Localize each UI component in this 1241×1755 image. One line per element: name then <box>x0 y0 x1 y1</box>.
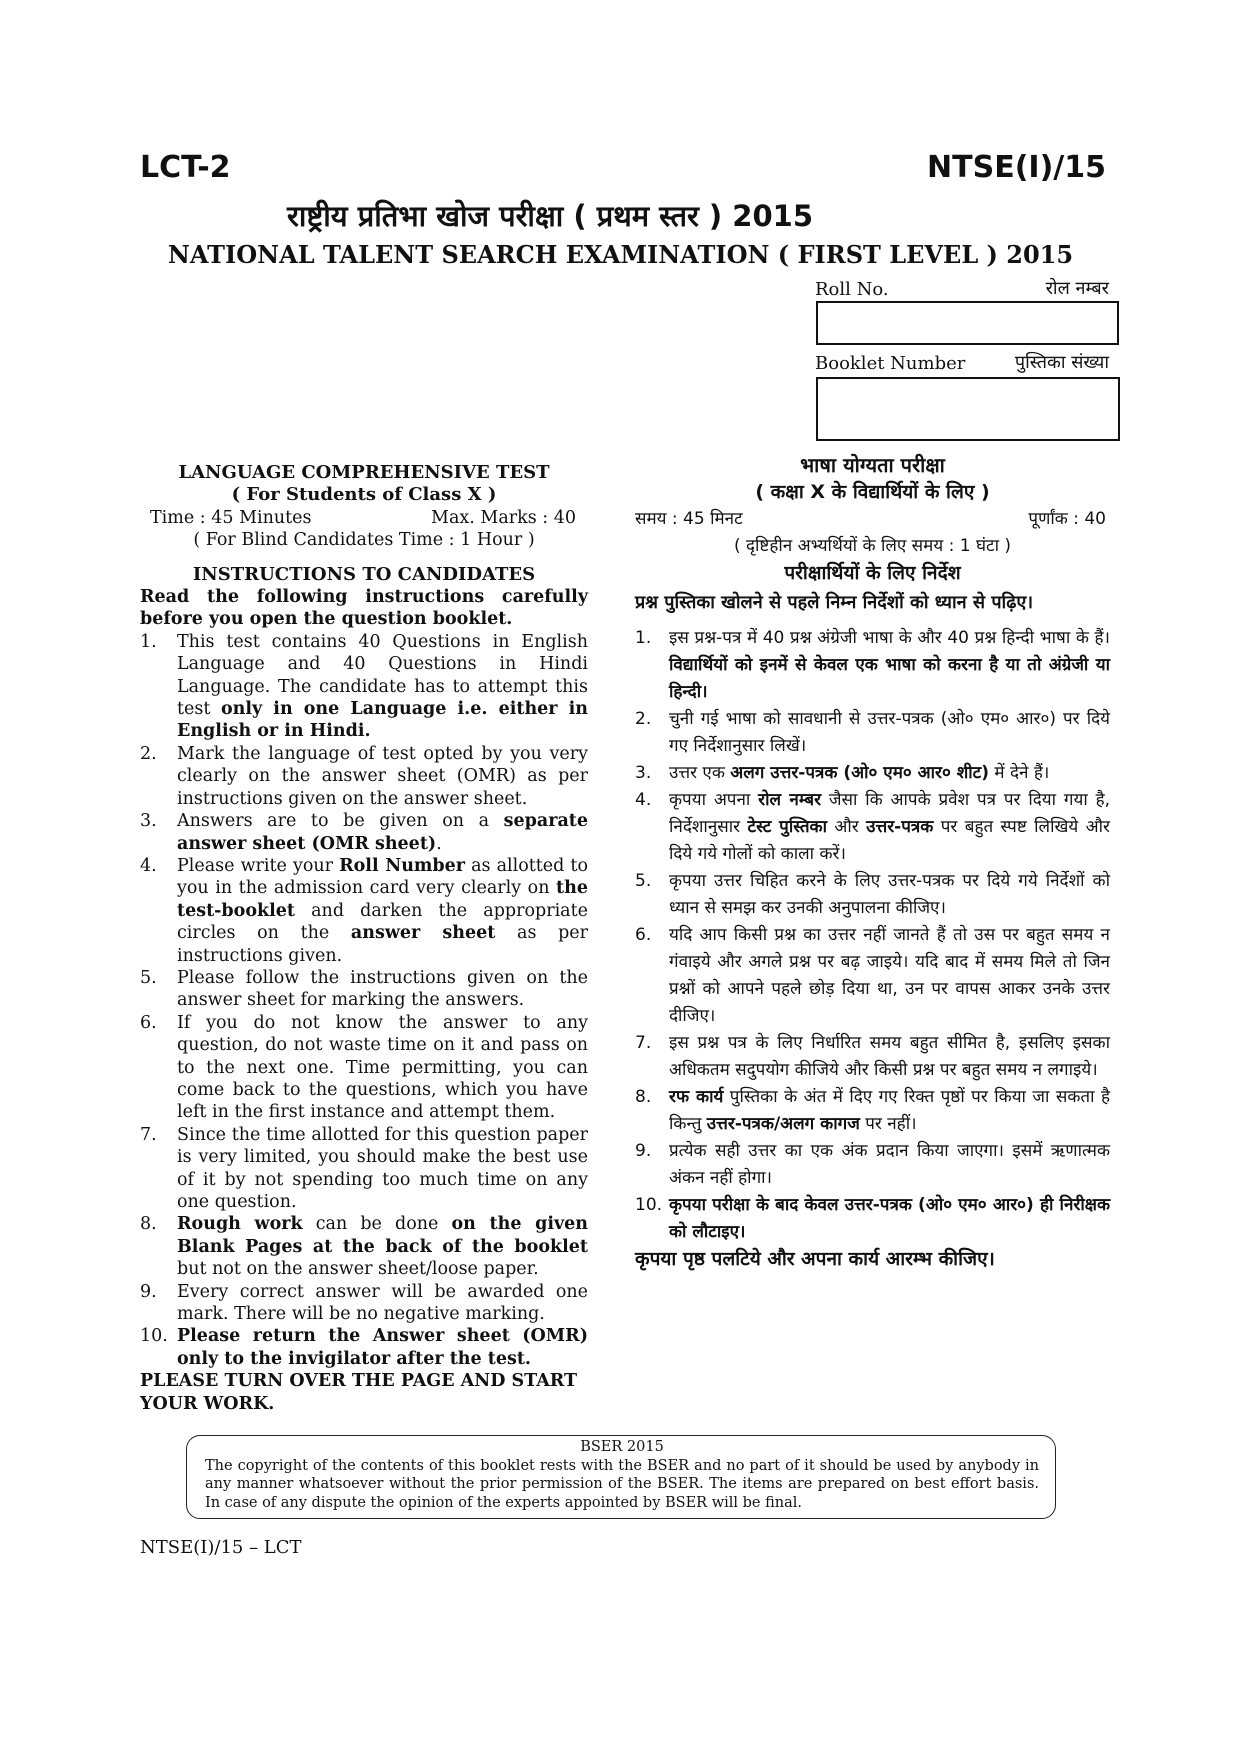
time-en: Time : 45 Minutes <box>150 507 312 528</box>
instruction-text: रफ कार्य <box>669 1087 724 1107</box>
instruction-text: and darken the appropriate circles on the <box>177 900 588 944</box>
instruction-text: चुनी गई भाषा को सावधानी से उत्तर-पत्रक (ओ० एम० आर०) पर दिये गए निर्देशानुसार लिखें। <box>669 709 1110 756</box>
instruction-number: 4. <box>635 790 652 810</box>
roll-number-label-hi: रोल नम्बर <box>1045 278 1109 299</box>
max-marks-hi: पूर्णांक : 40 <box>1028 509 1106 529</box>
instruction-text: टेस्ट पुस्तिका <box>747 817 827 837</box>
instruction-text: उत्तर एक <box>669 763 731 783</box>
instruction-item <box>140 967 588 1012</box>
instruction-text: पर बहुत स्पष्ट लिखिये और दिये गये गोलों को काला करें। <box>669 817 1110 864</box>
copyright-text: The copyright of the contents of this booklet rests with the BSER and no part of it should be used by anybody in any manner whatsoever without the prior permission of the BSER. The items are prepared on best effort basis. In case of any dispute the opinion of the experts appointed by BSER will be final. <box>205 1457 1039 1511</box>
instruction-text: जैसा कि आपके प्रवेश पत्र पर दिया गया है, निर्देशानुसार <box>669 790 1111 837</box>
instruction-number: 9. <box>635 1141 652 1161</box>
footer-paper-code: NTSE(I)/15 – LCT <box>140 1537 302 1558</box>
test-name-en: LANGUAGE COMPREHENSIVE TEST <box>178 462 550 483</box>
instruction-item <box>140 631 588 743</box>
instruction-text: प्रत्येक सही उत्तर का एक अंक प्रदान किया जाएगा। इसमें ऋणात्मक अंकन नहीं होगा। <box>669 1141 1110 1188</box>
instruction-item <box>140 1281 588 1326</box>
instruction-text: If you do not know the answer to any question, do not waste time on it and pass on to the next one. Time permitting, you can come back to the questions, which you have left in the first instance and attempt them. <box>177 1012 588 1123</box>
instruction-text: Mark the language of test opted by you very clearly on the answer sheet (OMR) as per instructions given on the answer sheet. <box>177 743 588 809</box>
title-english: NATIONAL TALENT SEARCH EXAMINATION ( FIRST LEVEL ) 2015 <box>167 240 1074 269</box>
instruction-text: the test-booklet <box>177 878 588 921</box>
instruction-text: Rough work <box>177 1214 303 1235</box>
instruction-item <box>140 743 588 810</box>
instruction-text: पुस्तिका के अंत में दिए गए रिक्त पृष्ठों पर किया जा सकता है किन्तु <box>669 1087 1110 1134</box>
instruction-text: as allotted to you in the admission card very clearly on <box>177 855 588 899</box>
instruction-text: but not on the answer sheet/loose paper. <box>177 1259 539 1280</box>
class-line-en: ( For Students of Class X ) <box>231 484 497 506</box>
instruction-number: 7. <box>635 1033 652 1053</box>
booklet-number-box[interactable] <box>816 377 1120 441</box>
instruction-item <box>635 1030 1110 1084</box>
instruction-text: separate answer sheet (OMR sheet) <box>177 811 588 854</box>
test-name-hi: भाषा योग्यता परीक्षा <box>800 453 945 477</box>
instruction-item <box>140 810 588 855</box>
instruction-text: और <box>827 817 867 837</box>
instruction-number: 5. <box>140 967 157 988</box>
instruction-number: 5. <box>635 871 652 891</box>
instruction-list-hi <box>635 625 1110 1246</box>
instruction-text: यदि आप किसी प्रश्न का उत्तर नहीं जानते हैं तो उस पर बहुत समय न गंवाइये और अगले प्रश्न पर बढ़ जाइये। यदि बाद में समय मिले तो जिन प्रश्नों को आपने पहले छोड़ दिया था, उन पर वापस आकर उनके उत्तर दीजिए। <box>669 925 1110 1026</box>
time-hi: समय : 45 मिनट <box>635 509 743 529</box>
copyright-heading: BSER 2015 <box>580 1439 664 1455</box>
instruction-text: Please write your <box>177 855 340 876</box>
booklet-number-label-en: Booklet Number <box>815 353 966 374</box>
instruction-text: रोल नम्बर <box>758 790 822 810</box>
blind-time-en: ( For Blind Candidates Time : 1 Hour ) <box>193 530 535 551</box>
instruction-number: 3. <box>635 763 652 783</box>
instruction-text: Since the time allotted for this question paper is very limited, you should make the best use of it by not spending too much time on any one question. <box>177 1124 588 1212</box>
instruction-text: only in one Language i.e. either in English or in Hindi. <box>177 699 588 742</box>
instruction-text: on the given Blank Pages at the back of the booklet <box>177 1214 589 1257</box>
instruction-text: अलग उत्तर-पत्रक (ओ० एम० आर० शीट) <box>730 763 990 783</box>
instruction-item <box>635 625 1110 706</box>
instruction-number: 3. <box>140 811 157 832</box>
instruction-text: answer sheet <box>350 923 496 944</box>
instruction-text: उत्तर-पत्रक <box>866 817 934 837</box>
instruction-text: कृपया अपना <box>669 790 759 810</box>
instruction-number: 9. <box>140 1281 157 1302</box>
instruction-item <box>140 1325 588 1370</box>
instruction-number: 10. <box>635 1195 663 1215</box>
english-instructions <box>140 462 588 1415</box>
instruction-text: as per instructions given. <box>177 923 589 966</box>
instruction-item <box>635 1084 1110 1138</box>
booklet-number-label-hi: पुस्तिका संख्या <box>1014 352 1109 373</box>
instruction-text: इस प्रश्न पत्र के लिए निर्धारित समय बहुत सीमित है, इसलिए इसका अधिकतम सदुपयोग कीजिये और किसी प्रश्न पर बहुत समय न लगाइये। <box>669 1033 1110 1080</box>
hindi-instructions <box>635 452 1110 1273</box>
instruction-number: 10. <box>140 1326 168 1347</box>
instruction-text: इस प्रश्न-पत्र में 40 प्रश्न अंग्रेजी भाषा के और 40 प्रश्न हिन्दी भाषा के हैं। <box>669 628 1110 648</box>
instruction-text: विद्यार्थियों को इनमें से केवल एक भाषा को करना है या तो अंग्रेजी या हिन्दी। <box>669 655 1110 702</box>
instruction-item <box>140 1012 588 1124</box>
instructions-heading-en: INSTRUCTIONS TO CANDIDATES <box>192 563 536 585</box>
instruction-item <box>635 706 1110 760</box>
instruction-item <box>140 1124 588 1214</box>
intro-en: Read the following instructions carefully before you open the question booklet. <box>140 587 588 630</box>
instruction-number: 2. <box>140 743 157 764</box>
instruction-text: Please return the Answer sheet (OMR) only to the invigilator after the test. <box>177 1326 588 1369</box>
instruction-text: Every correct answer will be awarded one mark. There will be no negative marking. <box>177 1281 588 1325</box>
instruction-item <box>635 787 1110 868</box>
paper-code-right: NTSE(I)/15 <box>927 150 1106 185</box>
instruction-text: में देने हैं। <box>989 763 1050 783</box>
instruction-number: 6. <box>635 925 652 945</box>
instruction-text: Roll Number <box>339 855 466 876</box>
instruction-text: कृपया उत्तर चिहित करने के लिए उत्तर-पत्रक पर दिये गये निर्देशों को ध्यान से समझ कर उनकी अनुपालना कीजिए। <box>669 871 1110 918</box>
instruction-number: 1. <box>635 628 652 648</box>
closing-hi: कृपया पृष्ठ पलटिये और अपना कार्य आरम्भ कीजिए। <box>635 1248 995 1270</box>
intro-hi: प्रश्न पुस्तिका खोलने से पहले निम्न निर्देशों को ध्यान से पढ़िए। <box>635 592 1034 613</box>
instruction-item <box>635 760 1110 787</box>
instruction-item <box>140 855 588 967</box>
instruction-item <box>635 1138 1110 1192</box>
instruction-text: can be done <box>302 1214 452 1235</box>
instruction-item <box>635 868 1110 922</box>
copyright-notice <box>186 1435 1056 1519</box>
instruction-number: 7. <box>140 1124 157 1145</box>
instruction-text: This test contains 40 Questions in English Language and 40 Questions in Hindi Language. The candidate has to attempt this test <box>177 631 588 720</box>
roll-number-box[interactable] <box>816 301 1119 345</box>
max-marks-en: Max. Marks : 40 <box>431 507 576 528</box>
instruction-text: Answers are to be given on a <box>177 811 504 832</box>
paper-code-left: LCT-2 <box>140 150 231 185</box>
instruction-list-en <box>140 631 588 1370</box>
closing-en: PLEASE TURN OVER THE PAGE AND START YOUR WORK. <box>140 1371 578 1414</box>
instruction-text: . <box>436 833 442 854</box>
instruction-number: 1. <box>140 631 157 652</box>
instruction-text: Please follow the instructions given on the answer sheet for marking the answers. <box>177 967 588 1011</box>
instruction-number: 8. <box>140 1214 157 1235</box>
instruction-number: 6. <box>140 1012 157 1033</box>
instruction-number: 8. <box>635 1087 652 1107</box>
roll-number-label-en: Roll No. <box>815 279 889 300</box>
instruction-text: कृपया परीक्षा के बाद केवल उत्तर-पत्रक (ओ० एम० आर०) ही निरीक्षक को लौटाइए। <box>669 1195 1110 1242</box>
title-hindi: राष्ट्रीय प्रतिभा खोज परीक्षा ( प्रथम स्तर ) 2015 <box>286 199 813 233</box>
instruction-item <box>140 1213 588 1280</box>
blind-time-hi: ( दृष्टिहीन अभ्यर्थियों के लिए समय : 1 घंटा ) <box>733 536 1012 556</box>
instruction-text: पर नहीं। <box>859 1114 917 1134</box>
instructions-heading-hi: परीक्षार्थियों के लिए निर्देश <box>784 562 961 584</box>
instruction-item <box>635 1192 1110 1246</box>
instruction-number: 4. <box>140 855 157 876</box>
instruction-item <box>635 922 1110 1030</box>
instruction-number: 2. <box>635 709 652 729</box>
class-line-hi: ( कक्षा X के विद्यार्थियों के लिए ) <box>755 481 990 503</box>
instruction-text: उत्तर-पत्रक/अलग कागज <box>706 1114 860 1134</box>
